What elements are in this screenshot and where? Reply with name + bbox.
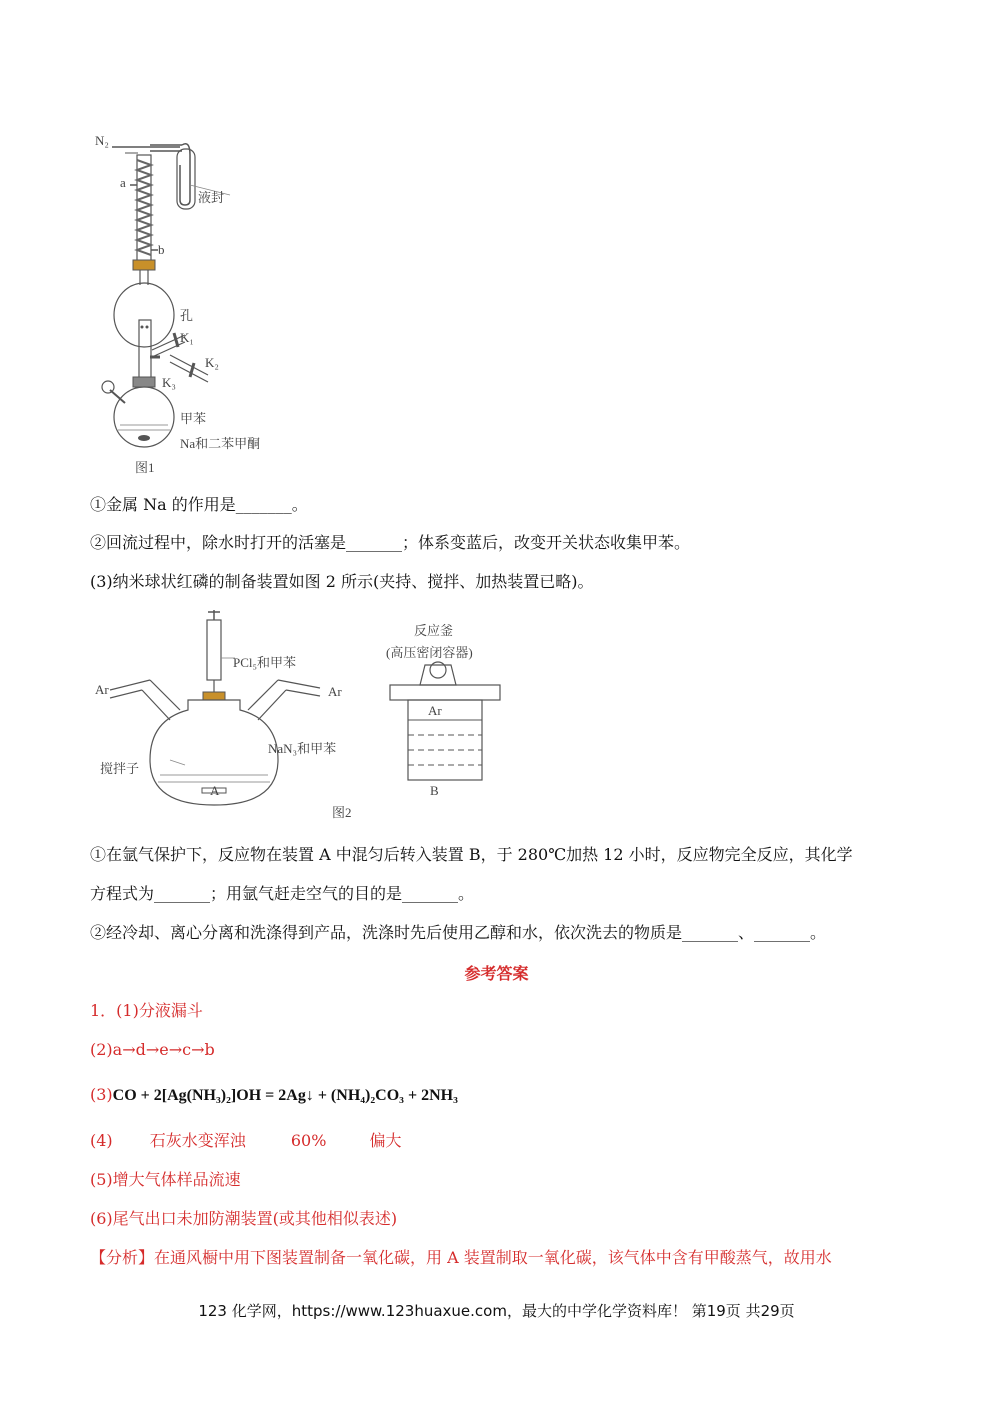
figure-2 bbox=[90, 610, 510, 820]
figure-1 bbox=[90, 125, 290, 475]
answer-title: 参考答案 bbox=[464, 964, 529, 983]
label-a: a bbox=[120, 175, 126, 190]
answer-4 bbox=[90, 1131, 402, 1151]
label-b: B bbox=[430, 783, 439, 798]
label-pcl5: PCl₅和甲苯 bbox=[233, 655, 297, 670]
question-4-line-1: ①在氩气保护下，反应物在装置 A 中混匀后转入装置 B，于 280℃加热 12 小时，反应物完全反应，其化学 bbox=[90, 845, 853, 864]
label-a: A bbox=[210, 783, 220, 798]
answer-4-label: (4) bbox=[90, 1131, 113, 1150]
label-b: b bbox=[158, 242, 165, 257]
label-nan3: NaN₃和甲苯 bbox=[268, 741, 337, 756]
label-k2: K₂ bbox=[205, 355, 219, 370]
label-reactor: 反应釜 bbox=[414, 623, 454, 638]
answer-3 bbox=[90, 1085, 458, 1106]
question-2: ②回流过程中，除水时打开的活塞是_______；体系变蓝后，改变开关状态收集甲苯。 bbox=[90, 533, 691, 552]
label-ar-right: Ar bbox=[328, 684, 342, 699]
answer-3-equation: CO + 2[Ag(NH₃)₂]OH = 2Ag↓ + (NH₄)₂CO₃ + 2NH₃ bbox=[112, 1087, 458, 1104]
question-4-line-2: 方程式为_______；用氩气赶走空气的目的是_______。 bbox=[90, 884, 475, 903]
figure-2-caption: 图2 bbox=[332, 805, 352, 820]
label-na-benzophenone: Na和二苯甲酮 bbox=[180, 436, 261, 451]
answer-4-part-1: 石灰水变浑浊 bbox=[149, 1131, 246, 1150]
answer-3-label: (3) bbox=[90, 1085, 113, 1104]
answer-4-part-2: 60% bbox=[290, 1131, 327, 1150]
label-ar-left: Ar bbox=[95, 682, 109, 697]
label-liquid-seal: 液封 bbox=[198, 190, 225, 205]
answer-5: (5)增大气体样品流速 bbox=[90, 1170, 241, 1189]
answer-6: (6)尾气出口未加防潮装置(或其他相似表述) bbox=[90, 1209, 398, 1228]
answer-1: 1．(1)分液漏斗 bbox=[90, 1001, 203, 1020]
label-hole: 孔 bbox=[180, 308, 194, 323]
label-toluene: 甲苯 bbox=[180, 411, 207, 426]
question-1: ①金属 Na 的作用是_______。 bbox=[90, 495, 308, 514]
label-k3: K₃ bbox=[162, 375, 176, 390]
label-n2: N₂ bbox=[95, 133, 109, 148]
label-ar-inside: Ar bbox=[428, 703, 442, 718]
answer-2: (2)a→d→e→c→b bbox=[90, 1040, 215, 1059]
label-reactor-note: (高压密闭容器) bbox=[386, 645, 473, 660]
question-5: ②经冷却、离心分离和洗涤得到产品，洗涤时先后使用乙醇和水，依次洗去的物质是_______、_______。 bbox=[90, 923, 827, 942]
page-footer: 123 化学网，https://www.123huaxue.com，最大的中学化学资料库！ 第19页 共29页 bbox=[198, 1302, 795, 1320]
label-k1: K₁ bbox=[180, 330, 194, 345]
analysis: 【分析】在通风橱中用下图装置制备一氧化碳，用 A 装置制取一氧化碳，该气体中含有甲酸蒸气，故用水 bbox=[90, 1248, 832, 1267]
label-stirrer: 搅拌子 bbox=[100, 761, 140, 776]
question-3: (3)纳米球状红磷的制备装置如图 2 所示(夹持、搅拌、加热装置已略)。 bbox=[90, 572, 594, 591]
answer-4-part-3: 偏大 bbox=[369, 1131, 402, 1150]
figure-1-caption: 图1 bbox=[135, 460, 155, 475]
